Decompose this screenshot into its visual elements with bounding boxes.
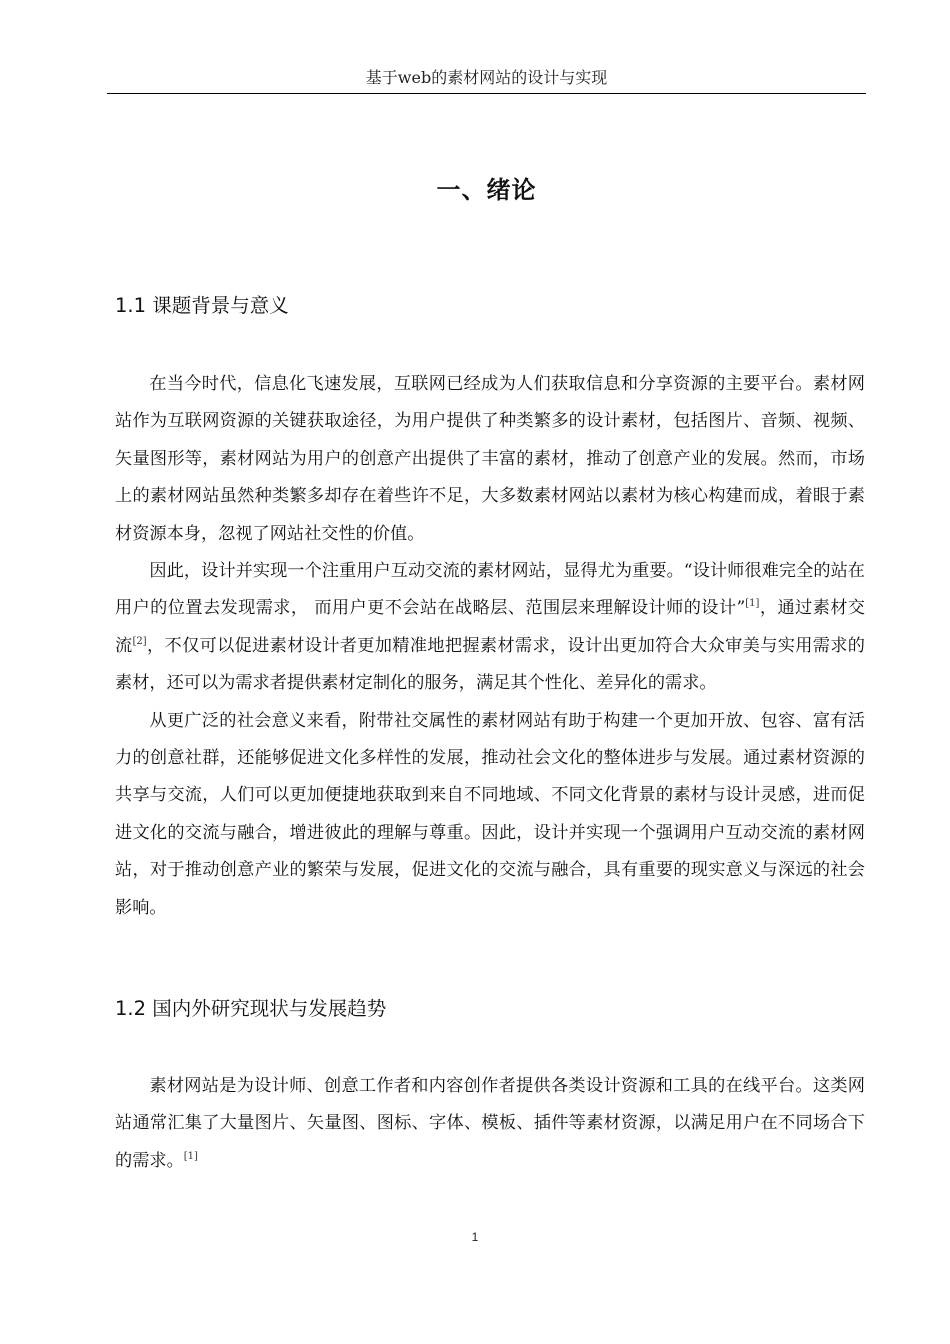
citation-ref: [1] [745, 598, 760, 610]
section-1-2-body [115, 1068, 865, 1180]
paragraph [115, 1068, 865, 1180]
paragraph [115, 553, 865, 703]
citation-ref: [2] [132, 635, 147, 647]
section-1-1-body [115, 366, 865, 927]
section-heading-1-1: 1.1 课题背景与意义 [115, 294, 289, 317]
paragraph-text: 因此，设计并实现一个注重用户互动交流的素材网站，显得尤为重要。“设计师很难完全的站在用户的位置去发现需求， 而用户更不会站在战略层、范围层来理解设计师的设计” [115, 561, 865, 619]
header-rule [107, 93, 866, 94]
paragraph: 在当今时代，信息化飞速发展，互联网已经成为人们获取信息和分享资源的主要平台。素材网站作为互联网资源的关键获取途径，为用户提供了种类繁多的设计素材，包括图片、音频、视频、矢量图形等，素材网站为用户的创意产出提供了丰富的素材，推动了创意产业的发展。然而，市场上的素材网站虽然种类繁多却存在着些许不足，大多数素材网站以素材为核心构建而成，着眼于素材资源本身，忽视了网站社交性的价值。 [115, 374, 865, 544]
citation-ref: [1] [183, 1150, 198, 1162]
paragraph: 从更广泛的社会意义来看，附带社交属性的素材网站有助于构建一个更加开放、包容、富有活力的创意社群，还能够促进文化多样性的发展，推动社会文化的整体进步与发展。通过素材资源的共享与交流，人们可以更加便捷地获取到来自不同地域、不同文化背景的素材与设计灵感，进而促进文化的交流与融合，增进彼此的理解与尊重。因此，设计并实现一个强调用户互动交流的素材网站，对于推动创意产业的繁荣与发展，促进文化的交流与融合，具有重要的现实意义与深远的社会影响。 [115, 710, 865, 918]
running-header: 基于web的素材网站的设计与实现 [365, 68, 608, 87]
paragraph-text: ，通过素材交流 [115, 598, 865, 656]
paragraph-text: ，不仅可以促进素材设计者更加精准地把握素材需求，设计出更加符合大众审美与实用需求的素材，还可以为需求者提供素材定制化的服务，满足其个性化、差异化的需求。 [115, 635, 865, 694]
paragraph-text: 素材网站是为设计师、创意工作者和内容创作者提供各类设计资源和工具的在线平台。这类网站通常汇集了大量图片、矢量图、图标、字体、模板、插件等素材资源，以满足用户在不同场合下的需求。 [115, 1076, 865, 1171]
section-heading-1-2: 1.2 国内外研究现状与发展趋势 [115, 997, 387, 1020]
page-number: 1 [471, 1230, 479, 1244]
chapter-title: 一、绪论 [436, 176, 537, 204]
